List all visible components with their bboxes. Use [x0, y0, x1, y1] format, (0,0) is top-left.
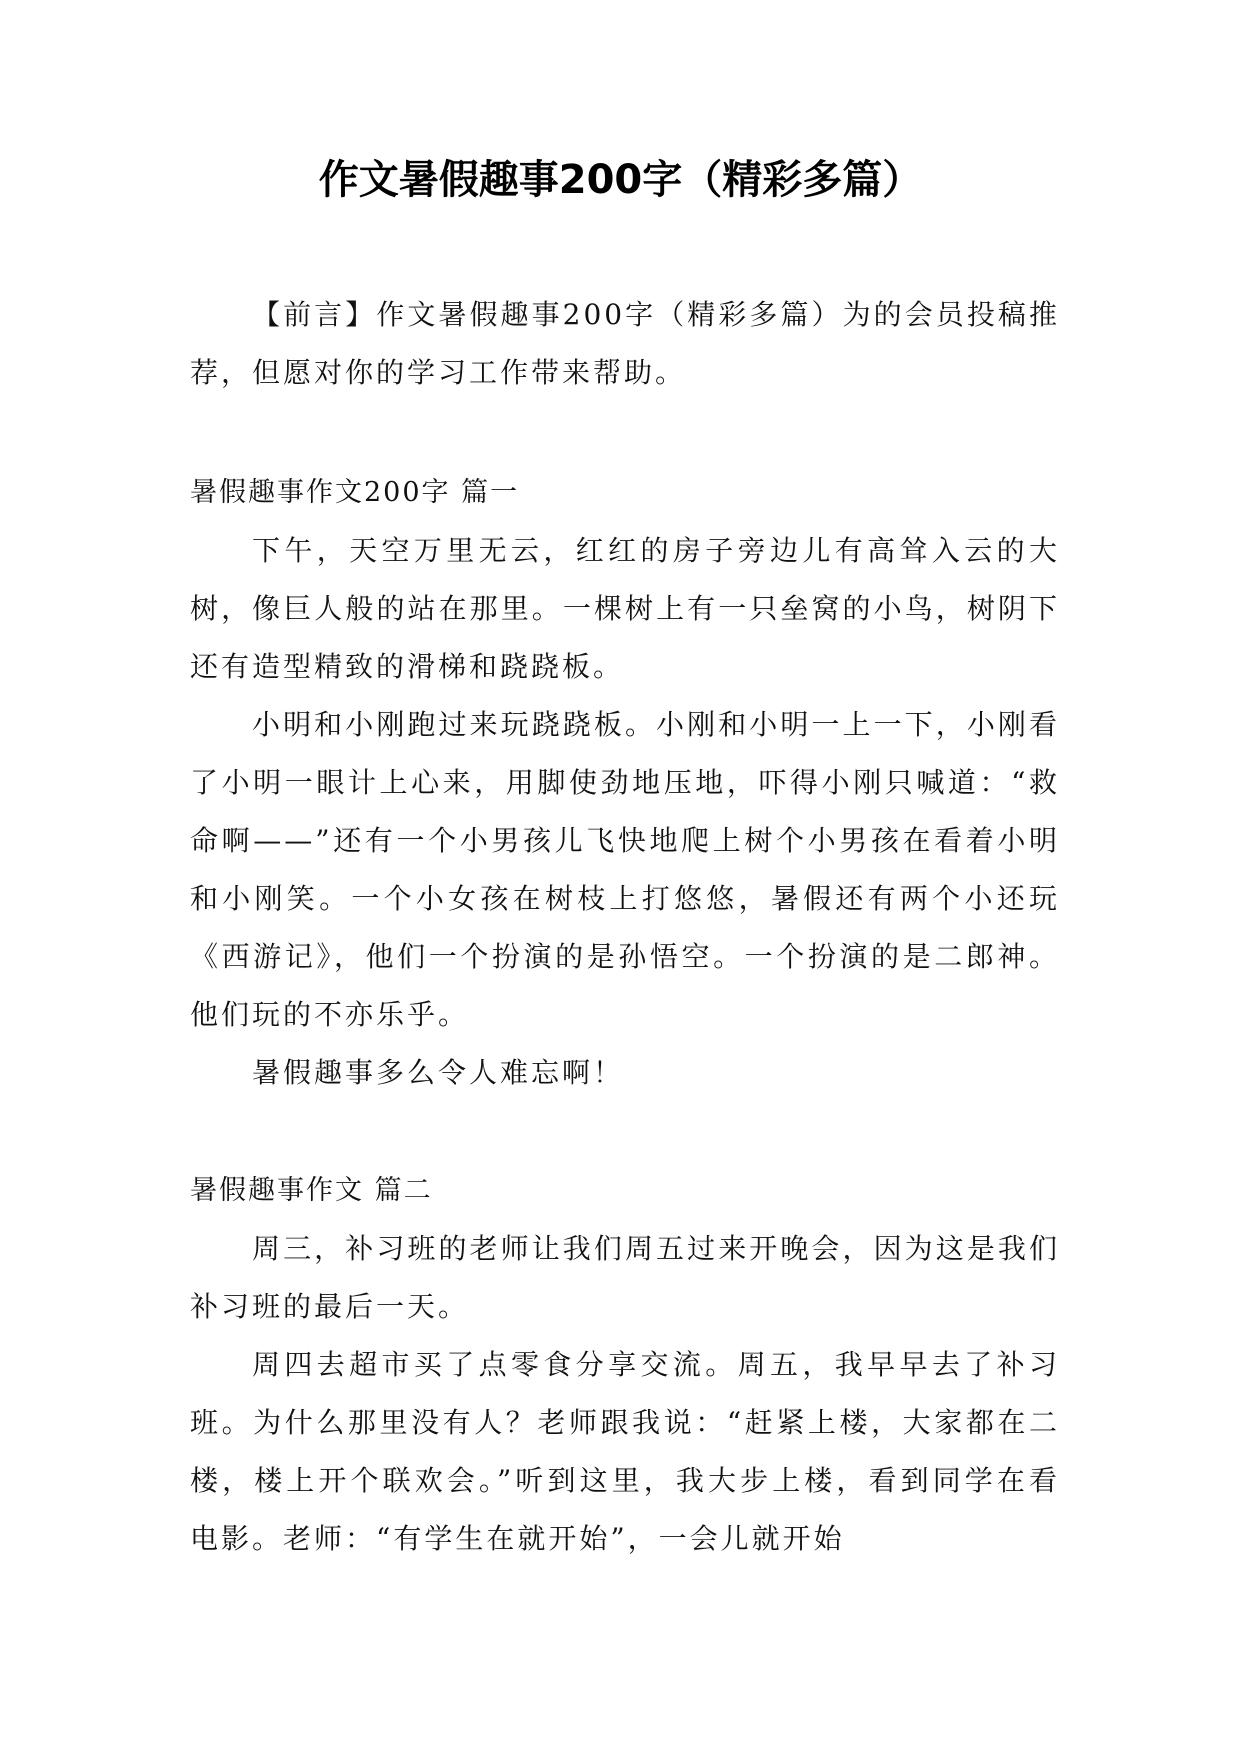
body-paragraph: 周三，补习班的老师让我们周五过来开晚会，因为这是我们补习班的最后一天。 [190, 1232, 1060, 1323]
spacer [190, 1102, 1060, 1162]
section-2 [190, 1162, 1060, 1568]
body-paragraph: 小明和小刚跑过来玩跷跷板。小刚和小明一上一下，小刚看了小明一眼计上心来，用脚使劲地压地，吓得小刚只喊道：“救命啊——”还有一个小男孩儿飞快地爬上树个小男孩在看着小明和小刚笑。一个小女孩在树枝上打悠悠，暑假还有两个小还玩《西游记》，他们一个扮演的是孙悟空。一个扮演的是二郎神。他们玩的不亦乐乎。 [190, 708, 1060, 1031]
section-heading: 暑假趣事作文200字 篇一 [190, 477, 520, 508]
body-paragraph: 下午，天空万里无云，红红的房子旁边儿有高耸入云的大树，像巨人般的站在那里。一棵树上有一只垒窝的小鸟，树阴下还有造型精致的滑梯和跷跷板。 [190, 534, 1060, 683]
document-title: 作文暑假趣事200字（精彩多篇） [318, 157, 923, 203]
document-body [190, 286, 1060, 1568]
section-1 [190, 464, 1060, 1102]
spacer [190, 402, 1060, 464]
body-paragraph: 周四去超市买了点零食分享交流。周五，我早早去了补习班。为什么那里没有人？老师跟我说：“赶紧上楼，大家都在二楼，楼上开个联欢会。”听到这里，我大步上楼，看到同学在看电影。老师：“有学生在就开始”，一会儿就开始 [190, 1348, 1060, 1555]
body-paragraph: 暑假趣事多么令人难忘啊！ [252, 1056, 625, 1089]
section-heading: 暑假趣事作文 篇二 [190, 1175, 433, 1206]
preface-paragraph: 【前言】作文暑假趣事200字（精彩多篇）为的会员投稿推荐，但愿对你的学习工作带来帮助。 [190, 298, 1060, 389]
